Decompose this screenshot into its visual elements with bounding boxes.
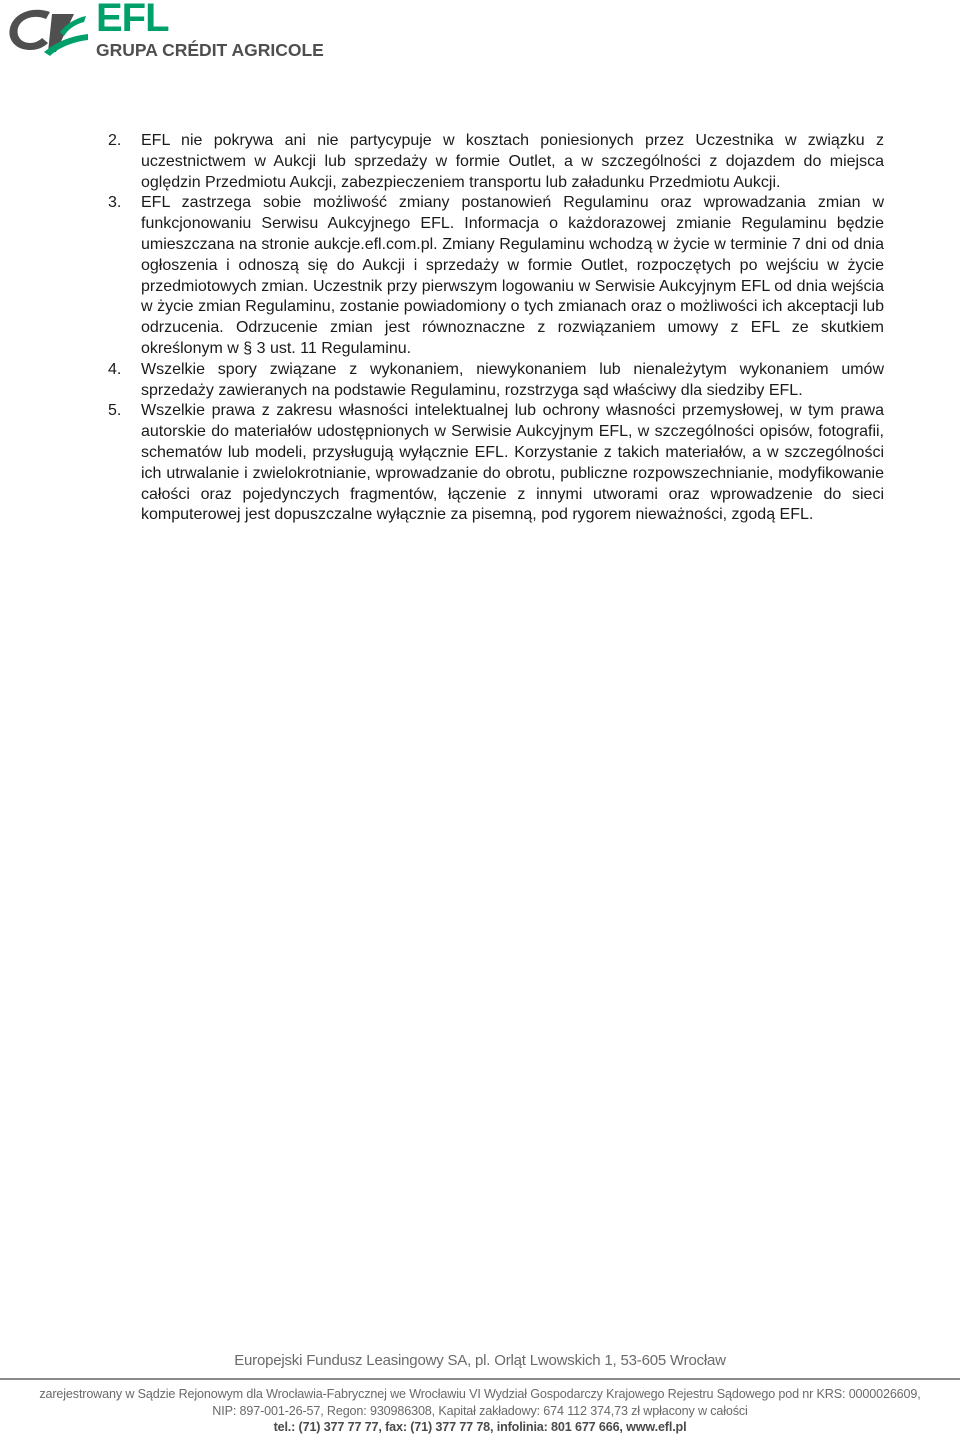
- point-text: EFL zastrzega sobie możliwość zmiany postanowień Regulaminu oraz wprowadzania zmian w funkcjonowaniu Serwisu Aukcyjnego EFL. Informacja o każdorazowej zmianie Regulaminu będzie umieszczana na stronie aukcje.efl.com.pl. Zmiany Regulaminu wchodzą w życie w terminie 7 dni od dnia ogłoszenia i odnoszą się do Aukcji i sprzedaży w formie Outlet, rozpoczętych po wejściu w życie przedmiotowych zmian. Uczestnik przy pierwszym logowaniu w Serwisie Aukcyjnym EFL od dnia wejścia w życie zmian Regulaminu, zostanie powiadomiony o tych zmianach oraz o możliwości ich akceptacji lub odrzucenia. Odrzucenie zmian jest równoznaczne z rozwiązaniem umowy z EFL ze skutkiem określonym w § 3 ust. 11 Regulaminu.: [141, 194, 884, 357]
- point-number: 4.: [108, 360, 122, 378]
- footer-ids-line: NIP: 897-001-26-57, Regon: 930986308, Kapitał zakładowy: 674 112 374,73 zł wpłacony w całości: [212, 1403, 748, 1418]
- credit-agricole-emblem-icon: [4, 2, 94, 60]
- footer-registration-line: zarejestrowany w Sądzie Rejonowym dla Wrocławia-Fabrycznej we Wrocławiu VI Wydział Gospodarczy Krajowego Rejestru Sądowego pod nr KRS: 0000026609,: [39, 1387, 921, 1401]
- point-text: EFL nie pokrywa ani nie partycypuje w kosztach poniesionych przez Uczestnika w związku z uczestnictwem w Aukcji lub sprzedaży w formie Outlet, a w szczególności z dojazdem do miejsca oględzin Przedmiotu Aukcji, zabezpieczeniem transportu lub załadunku Przedmiotu Aukcji.: [141, 132, 884, 191]
- footer-divider: [0, 1378, 960, 1380]
- list-item: [108, 131, 884, 193]
- logo-group-name: GRUPA CRÉDIT AGRICOLE: [96, 40, 324, 60]
- point-text: Wszelkie spory związane z wykonaniem, niewykonaniem lub nienależytym wykonaniem umów sprzedaży zawieranych na podstawie Regulaminu, rozstrzyga sąd właściwy dla siedziby EFL.: [141, 360, 884, 399]
- company-logo: [4, 2, 354, 60]
- point-number: 5.: [108, 402, 122, 420]
- logo-brand: EFL: [96, 0, 169, 40]
- footer-address: Europejski Fundusz Leasingowy SA, pl. Orląt Lwowskich 1, 53-605 Wrocław: [234, 1352, 726, 1369]
- document-body: [108, 131, 884, 526]
- list-item: [108, 401, 884, 526]
- numbered-points-list: [108, 131, 884, 526]
- list-item: [108, 360, 884, 402]
- point-text: Wszelkie prawa z zakresu własności intelektualnej lub ochrony własności przemysłowej, w tym prawa autorskie do materiałów udostępnionych w Serwisie Aukcyjnym EFL, w szczególności opisów, fotografii, schematów lub modeli, przysługują wyłącznie EFL. Korzystanie z takich materiałów, a w szczególności ich utrwalanie i zwielokrotnianie, wprowadzanie do obrotu, publiczne rozpowszechnianie, modyfikowanie całości oraz pojedynczych fragmentów, łączenie z innymi utworami oraz wprowadzenie do sieci komputerowej jest dopuszczalne wyłącznie za pisemną, pod rygorem nieważności, zgodą EFL.: [141, 402, 884, 524]
- point-number: 3.: [108, 194, 122, 212]
- point-number: 2.: [108, 132, 122, 149]
- footer-contact-line: tel.: (71) 377 77 77, fax: (71) 377 77 78, infolinia: 801 677 666, www.efl.pl: [273, 1420, 687, 1434]
- footer-registration-info: [0, 1386, 960, 1436]
- list-item: [108, 193, 884, 359]
